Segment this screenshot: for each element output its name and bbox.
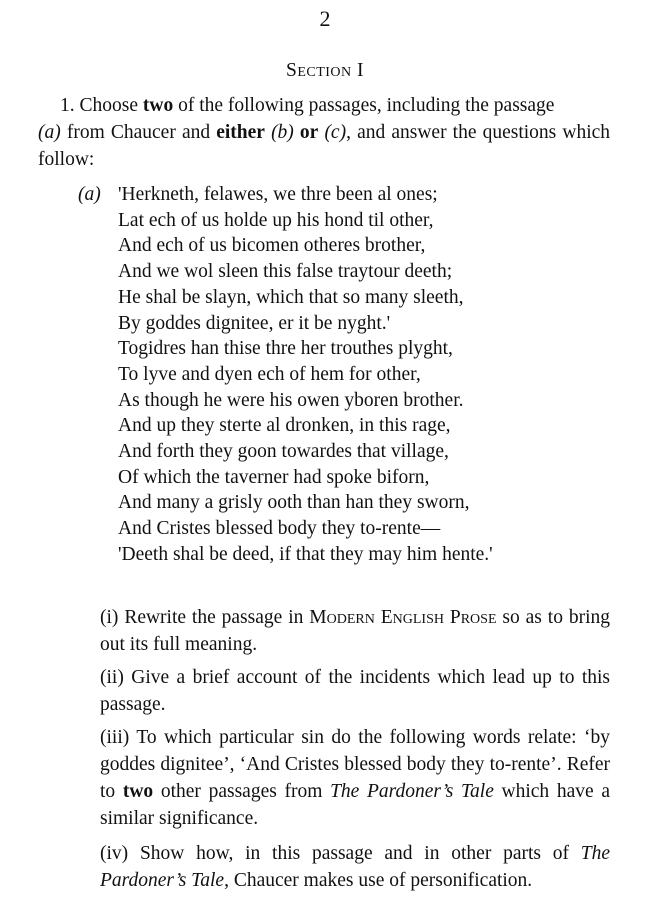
- tale-title: The Pardoner’s Tale: [330, 781, 494, 802]
- passage-line: Lat ech of us holde up his hond til other,: [118, 209, 434, 231]
- passage-line: 'Deeth shal be deed, if that they may him hente.': [118, 543, 493, 565]
- passage-line: And forth they goon towardes that village,: [118, 441, 449, 463]
- subquestion-ii: (ii) Give a brief account of the incidents which lead up to this passage.: [100, 667, 611, 715]
- tale-title: The Pardoner’s Tale: [100, 843, 611, 891]
- passage-line: As though he were his owen yboren brother.: [118, 389, 464, 411]
- subquestion-label: (ii): [100, 667, 124, 688]
- emphasis-two: two: [122, 781, 154, 802]
- passage-line: And up they sterte al dronken, in this rage,: [118, 415, 451, 437]
- emphasis-two: two: [142, 95, 174, 116]
- subquestion-label: (iv): [100, 843, 129, 864]
- question-number: 1.: [60, 95, 75, 116]
- passage-line: (a) 'Herkneth, felawes, we thre been al ones;: [78, 182, 598, 208]
- subquestion-iii: (iii) To which particular sin do the following words relate: ‘by goddes dignitee’, ‘And Cristes blessed body they to-rente’. Refer to two other passages from The Pardoner’s Tale which have a similar significance.: [100, 727, 610, 829]
- subquestion-i: (i) Rewrite the passage in Modern English Prose so as to bring out its full meaning.: [100, 607, 611, 655]
- emphasis-or: or: [299, 122, 319, 143]
- passage-line: He shal be slayn, which that so many sleeth,: [118, 286, 464, 308]
- chaucer-passage: [78, 182, 598, 568]
- passage-line: Togidres han thise thre her trouthes plyght,: [118, 338, 453, 360]
- passage-line: By goddes dignitee, er it be nyght.': [118, 312, 391, 334]
- emphasis-either: either: [216, 122, 265, 143]
- passage-line: And we wol sleen this false traytour deeth;: [118, 261, 453, 283]
- page-number: 2: [319, 6, 331, 31]
- passage-line: To lyve and dyen ech of hem for other,: [118, 363, 421, 385]
- subquestion-iv: (iv) Show how, in this passage and in other parts of The Pardoner’s Tale, Chaucer makes use of personification.: [100, 843, 611, 891]
- section-title: Section I: [285, 60, 365, 81]
- subquestion-label: (i): [100, 607, 119, 628]
- passage-line: And Cristes blessed body they to-rente—: [118, 518, 441, 540]
- subquestion-label: (iii): [100, 727, 130, 748]
- passage-label: (a): [78, 184, 101, 205]
- passage-line: And ech of us bicomen otheres brother,: [118, 235, 426, 257]
- passage-line: Of which the taverner had spoke biforn,: [118, 466, 430, 488]
- passage-line: And many a grisly ooth than han they sworn,: [118, 492, 470, 514]
- question-1-instructions: 1. Choose two of the following passages, including the passage (a) from Chaucer and either (b) or (c), and answer the questions which follow:: [38, 95, 611, 170]
